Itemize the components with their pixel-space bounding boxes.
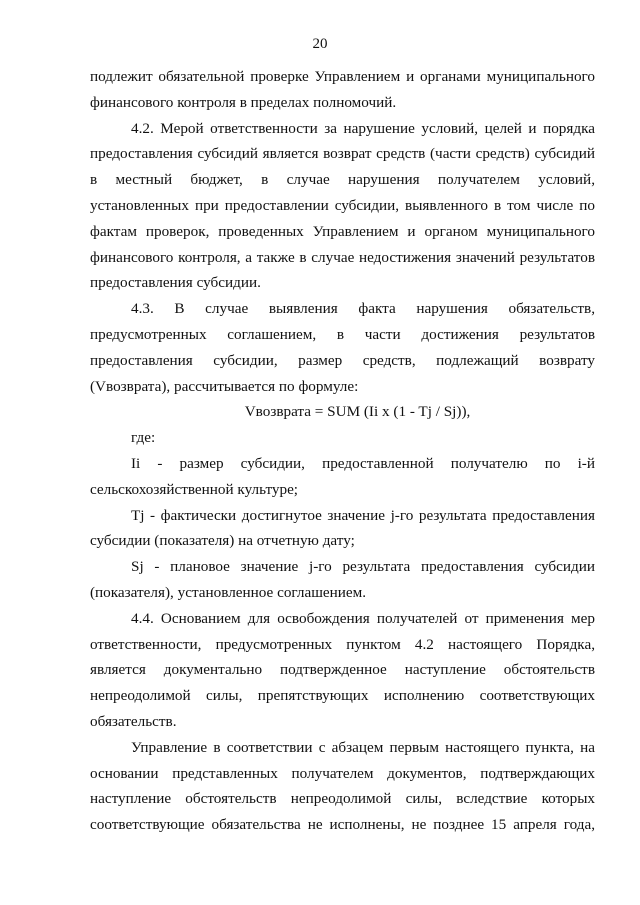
text-line: соответствующие обязательства не исполнены, не позднее 15 апреля года, xyxy=(90,816,595,834)
text-line: Управление в соответствии с абзацем первым настоящего пункта, на xyxy=(131,738,595,756)
text-line: сельскохозяйственной культуре; xyxy=(90,480,299,498)
text-line: 4.3. В случае выявления факта нарушения обязательств, xyxy=(131,300,595,318)
text-line: предоставления субсидий является возврат средств (части средств) субсидий xyxy=(90,145,595,163)
text-line: фактам проверок, проведенных Управлением и органом муниципального xyxy=(90,222,595,240)
text-line: 4.4. Основанием для освобождения получателей от применения мер xyxy=(131,609,595,627)
text-line: где: xyxy=(131,429,156,447)
text-line: 4.2. Мерой ответственности за нарушение условий, целей и порядка xyxy=(131,119,595,137)
text-line: ответственности, предусмотренных пунктом 4.2 настоящего Порядка, xyxy=(90,635,595,653)
text-line: наступление обстоятельств непреодолимой силы, вследствие которых xyxy=(90,790,595,808)
text-line: субсидии (показателя) на отчетную дату; xyxy=(90,532,355,550)
text-line: предоставления субсидии, размер средств, подлежащий возврату xyxy=(90,351,595,369)
text-line: Tj - фактически достигнутое значение j-го результата предоставления xyxy=(131,506,595,524)
text-line: установленных при предоставлении субсидии, выявленного в том числе по xyxy=(90,196,595,214)
text-line: подлежит обязательной проверке Управлением и органами муниципального xyxy=(90,68,595,85)
text-line: (Vвозврата), рассчитывается по формуле: xyxy=(90,377,359,395)
text-line: финансового контроля в пределах полномочий. xyxy=(90,93,397,111)
text-line: основании представленных получателем документов, подтверждающих xyxy=(90,764,595,782)
document-body xyxy=(90,64,595,838)
text-line: является документально подтвержденное наступление обстоятельств xyxy=(90,661,595,679)
text-line: непреодолимой силы, препятствующих исполнению соответствующих xyxy=(90,687,595,705)
text-line: Ii - размер субсидии, предоставленной получателю по i-й xyxy=(131,454,595,472)
text-line: финансового контроля, а также в случае недостижения значений результатов xyxy=(90,248,595,266)
text-line: обязательств. xyxy=(90,712,177,730)
text-line: в местный бюджет, в случае нарушения получателем условий, xyxy=(90,171,595,189)
text-line: (показателя), установленное соглашением. xyxy=(90,583,367,601)
formula-line: Vвозврата = SUM (Ii x (1 - Tj / Sj)), xyxy=(244,403,471,421)
text-line: Sj - плановое значение j-го результата предоставления субсидии xyxy=(131,558,595,576)
page-number: 20 xyxy=(312,36,328,52)
text-line: предоставления субсидии. xyxy=(90,274,261,292)
text-line: предусмотренных соглашением, в части достижения результатов xyxy=(90,325,595,343)
